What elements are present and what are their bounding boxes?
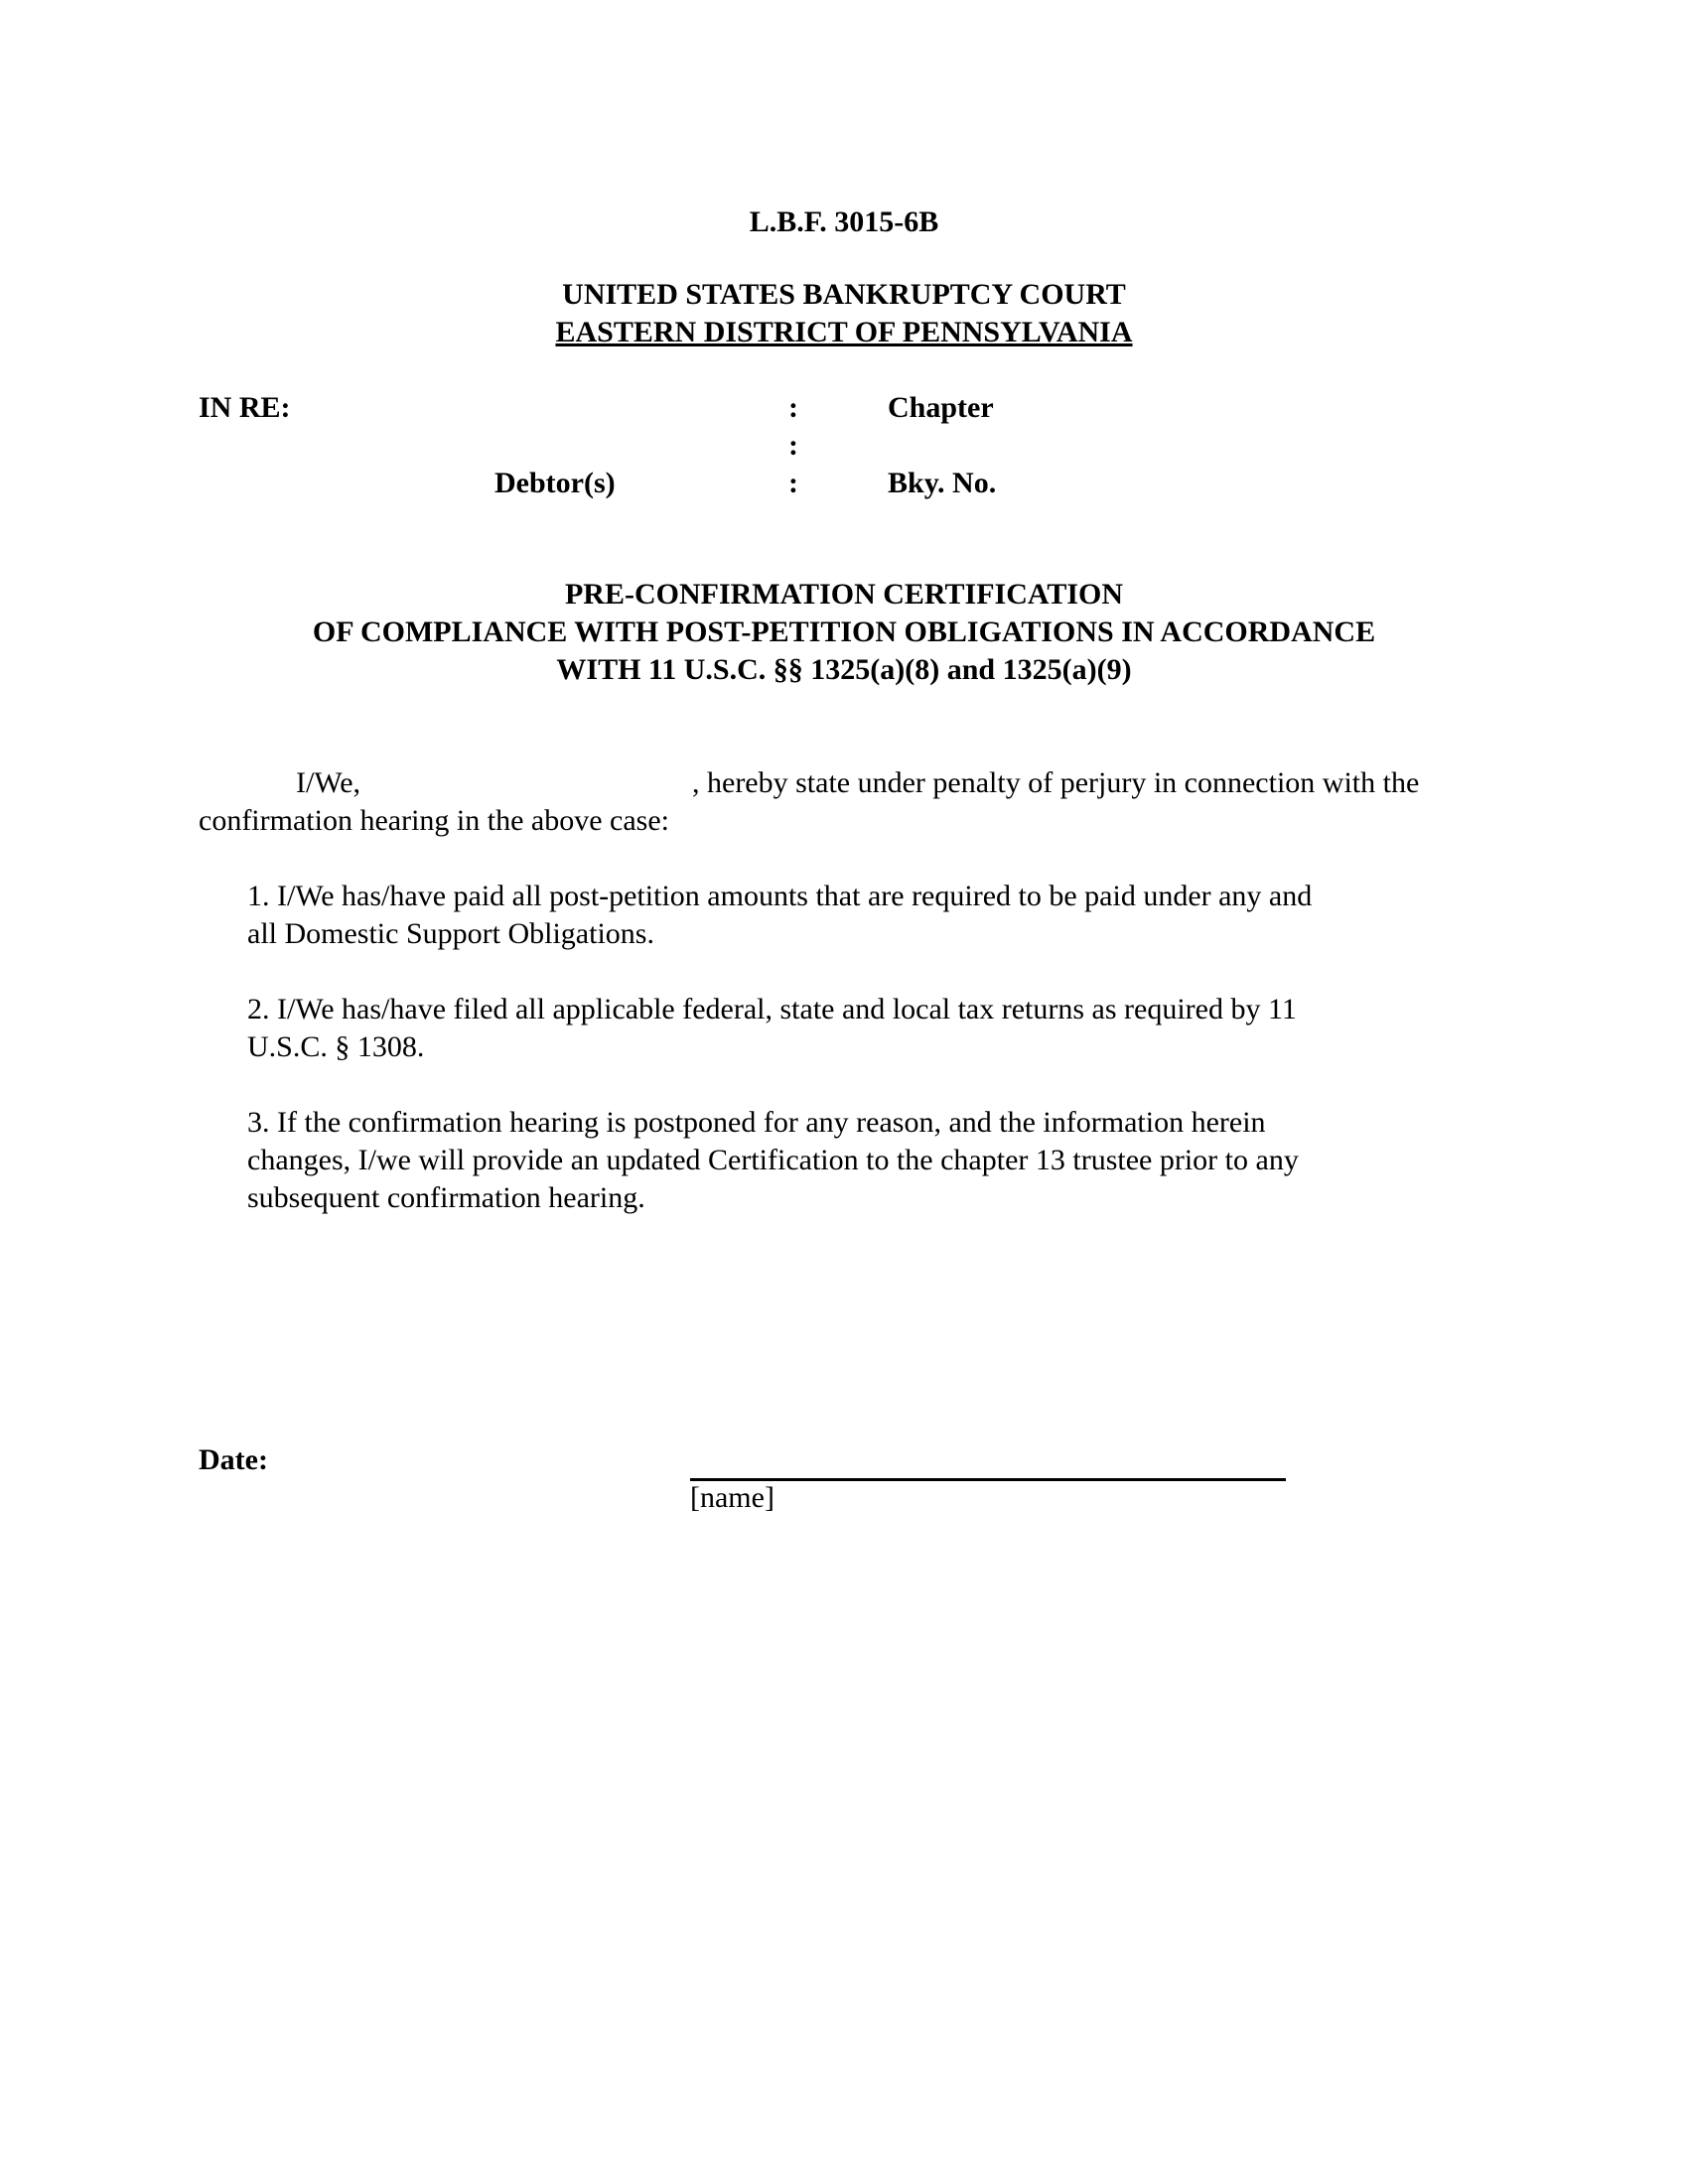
caption-colon-1: : [788, 391, 798, 424]
item-3-line-1: 3. If the confirmation hearing is postponed for any reason, and the information herein [247, 1106, 1266, 1139]
court-district [0, 314, 1688, 351]
intro-lead: I/We, [296, 766, 361, 799]
heading-line-3: WITH 11 U.S.C. §§ 1325(a)(8) and 1325(a)(9) [556, 653, 1132, 686]
name-placeholder: [name] [690, 1481, 774, 1514]
intro-statement: , hereby state under penalty of perjury in connection with the [692, 766, 1420, 799]
item-3-line-2: changes, I/we will provide an updated Certification to the chapter 13 trustee prior to any [247, 1144, 1299, 1176]
form-number: L.B.F. 3015-6B [749, 205, 939, 238]
court-name: UNITED STATES BANKRUPTCY COURT [562, 278, 1126, 311]
chapter-label: Chapter [888, 391, 994, 424]
item-1-line-2: all Domestic Support Obligations. [247, 917, 654, 950]
caption-colon-2: : [788, 429, 798, 462]
item-2-line-2: U.S.C. § 1308. [247, 1030, 425, 1063]
heading-line-2: OF COMPLIANCE WITH POST-PETITION OBLIGATIONS IN ACCORDANCE [312, 615, 1376, 648]
heading-line-1: PRE-CONFIRMATION CERTIFICATION [564, 578, 1124, 611]
in-re-label: IN RE: [199, 391, 291, 424]
item-3-line-3: subsequent confirmation hearing. [247, 1181, 645, 1214]
date-label: Date: [199, 1443, 268, 1476]
item-2-line-1: 2. I/We has/have filed all applicable federal, state and local tax returns as required by 11 [247, 993, 1297, 1025]
debtor-label: Debtor(s) [494, 467, 616, 499]
intro-line-2: confirmation hearing in the above case: [199, 804, 669, 837]
court-district-text: EASTERN DISTRICT OF PENNSYLVANIA [555, 316, 1133, 348]
signature-line [690, 1478, 1286, 1481]
item-1-line-1: 1. I/We has/have paid all post-petition amounts that are required to be paid under any and [247, 880, 1313, 912]
caption-colon-3: : [788, 467, 798, 499]
bky-no-label: Bky. No. [888, 467, 997, 499]
